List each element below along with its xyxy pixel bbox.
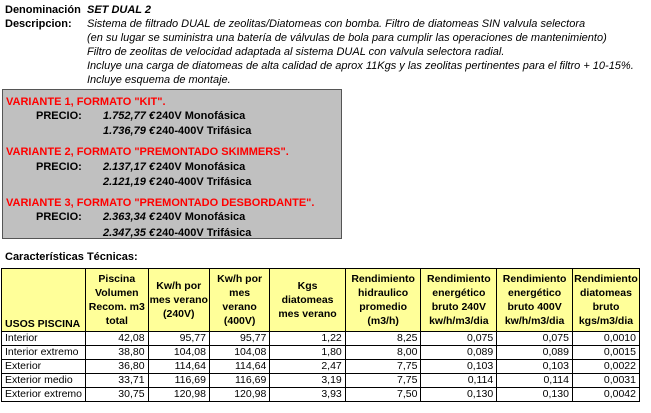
- cell: 7,75: [345, 374, 421, 388]
- cell: 0,089: [421, 346, 497, 360]
- variant-1-price-2: 1.736,79 €: [103, 125, 155, 137]
- col-header-rend-energetico-400: Rendimiento energético bruto 400V kw/h/m3/dia: [497, 269, 573, 332]
- descripcion-line-1: Sistema de filtrado DUAL de zeolitas/Diatomeas con bomba. Filtro de diatomeas SIN valvula selectora: [87, 18, 586, 30]
- cell: 0,075: [497, 332, 573, 346]
- cell: 120,98: [148, 388, 209, 402]
- variant-3-price-1: 2.363,34 €: [103, 211, 155, 223]
- cell: 104,08: [148, 346, 209, 360]
- cell: 1,22: [270, 332, 345, 346]
- cell: 7,50: [345, 388, 421, 402]
- cell: 8,00: [345, 346, 421, 360]
- cell-uso: Exterior: [2, 360, 86, 374]
- cell-uso: Interior extremo: [2, 346, 86, 360]
- variant-3-price-2: 2.347,35 €: [103, 227, 155, 239]
- variant-2-desc-1: 240V Monofásica: [156, 161, 246, 173]
- cell: 30,75: [86, 388, 149, 402]
- descripcion-label: Descripcion:: [5, 18, 72, 30]
- header: [5, 3, 645, 87]
- cell: 0,103: [497, 360, 573, 374]
- cell-uso: Exterior medio: [2, 374, 86, 388]
- cell: 0,0042: [572, 388, 639, 402]
- col-header-kwh-400: Kw/h por mes verano (400V): [209, 269, 269, 332]
- table-row: [2, 388, 640, 402]
- table-row: [2, 360, 640, 374]
- cell: 0,114: [421, 374, 497, 388]
- col-header-kwh-240: Kw/h por mes verano (240V): [148, 269, 209, 332]
- cell: 0,0010: [572, 332, 639, 346]
- cell: 95,77: [209, 332, 269, 346]
- col-header-kgs-diatomeas: Kgs diatomeas mes verano: [270, 269, 345, 332]
- col-header-rend-diatomeas: Rendimiento diatomeas bruto kgs/m3/dia: [572, 269, 639, 332]
- table-row: [2, 374, 640, 388]
- variant-3-precio-label: PRECIO:: [36, 211, 82, 223]
- col-header-volumen: Piscina Volumen Recom. m3 total: [86, 269, 149, 332]
- variant-3-desc-1: 240V Monofásica: [156, 211, 246, 223]
- table-header-row: [2, 269, 640, 332]
- variant-1-title: VARIANTE 1, FORMATO "KIT".: [6, 96, 166, 108]
- characteristics-title: Características Técnicas:: [5, 251, 138, 263]
- cell: 0,075: [421, 332, 497, 346]
- specs-table: [1, 268, 640, 402]
- col-header-usos: USOS PISCINA: [2, 269, 86, 332]
- descripcion-line-2: (en su lugar se suministra una batería de válvulas de bola para cumplir las operaciones de mantenimiento): [87, 32, 607, 44]
- cell-uso: Exterior extremo: [2, 388, 86, 402]
- cell: 116,69: [209, 374, 269, 388]
- variant-1-precio-label: PRECIO:: [36, 110, 82, 122]
- descripcion-line-3: Filtro de zeolitas de velocidad adaptada al sistema DUAL con valvula selectora radial.: [87, 46, 505, 58]
- table-row: [2, 346, 640, 360]
- cell: 8,25: [345, 332, 421, 346]
- cell: 104,08: [209, 346, 269, 360]
- descripcion-row: [5, 17, 645, 31]
- variant-2-price-2: 2.121,19 €: [103, 176, 155, 188]
- cell: 36,80: [86, 360, 149, 374]
- cell: 0,130: [497, 388, 573, 402]
- table-row: [2, 332, 640, 346]
- cell: 114,64: [209, 360, 269, 374]
- cell: 3,93: [270, 388, 345, 402]
- cell: 116,69: [148, 374, 209, 388]
- col-header-rend-energetico-240: Rendimiento energético bruto 240V kw/h/m3/dia: [421, 269, 497, 332]
- cell: 33,71: [86, 374, 149, 388]
- cell: 0,0015: [572, 346, 639, 360]
- descripcion-line-5: Incluye esquema de montaje.: [87, 74, 231, 86]
- variant-1-desc-2: 240-400V Trifásica: [156, 125, 252, 137]
- variant-2-title: VARIANTE 2, FORMATO "PREMONTADO SKIMMERS".: [6, 146, 289, 158]
- denominacion-label: Denominación: [5, 4, 81, 16]
- cell: 0,103: [421, 360, 497, 374]
- cell: 1,80: [270, 346, 345, 360]
- cell: 0,114: [497, 374, 573, 388]
- variant-1-price-1: 1.752,77 €: [103, 110, 155, 122]
- variant-2-precio-label: PRECIO:: [36, 161, 82, 173]
- cell: 2,47: [270, 360, 345, 374]
- cell: 7,75: [345, 360, 421, 374]
- cell: 0,0022: [572, 360, 639, 374]
- descripcion-line-4: Incluye una carga de diatomeas de alta calidad de aprox 11Kgs y las zeolitas pertinentes para el filtro + 10-15%.: [87, 60, 634, 72]
- variant-1-desc-1: 240V Monofásica: [156, 110, 246, 122]
- variant-2-price-1: 2.137,17 €: [103, 161, 155, 173]
- variant-3-desc-2: 240-400V Trifásica: [156, 227, 252, 239]
- cell: 0,089: [497, 346, 573, 360]
- denominacion-row: [5, 3, 645, 17]
- cell: 42,08: [86, 332, 149, 346]
- cell: 95,77: [148, 332, 209, 346]
- denominacion-value: SET DUAL 2: [87, 4, 151, 16]
- variant-3-title: VARIANTE 3, FORMATO "PREMONTADO DESBORDANTE".: [6, 197, 315, 209]
- cell: 38,80: [86, 346, 149, 360]
- cell-uso: Interior: [2, 332, 86, 346]
- variants-box: [2, 89, 342, 239]
- col-header-rend-hidraulico: Rendimiento hidraulico promedio (m3/h): [345, 269, 421, 332]
- cell: 0,0031: [572, 374, 639, 388]
- variant-2-desc-2: 240-400V Trifásica: [156, 176, 252, 188]
- cell: 114,64: [148, 360, 209, 374]
- cell: 0,130: [421, 388, 497, 402]
- cell: 120,98: [209, 388, 269, 402]
- cell: 3,19: [270, 374, 345, 388]
